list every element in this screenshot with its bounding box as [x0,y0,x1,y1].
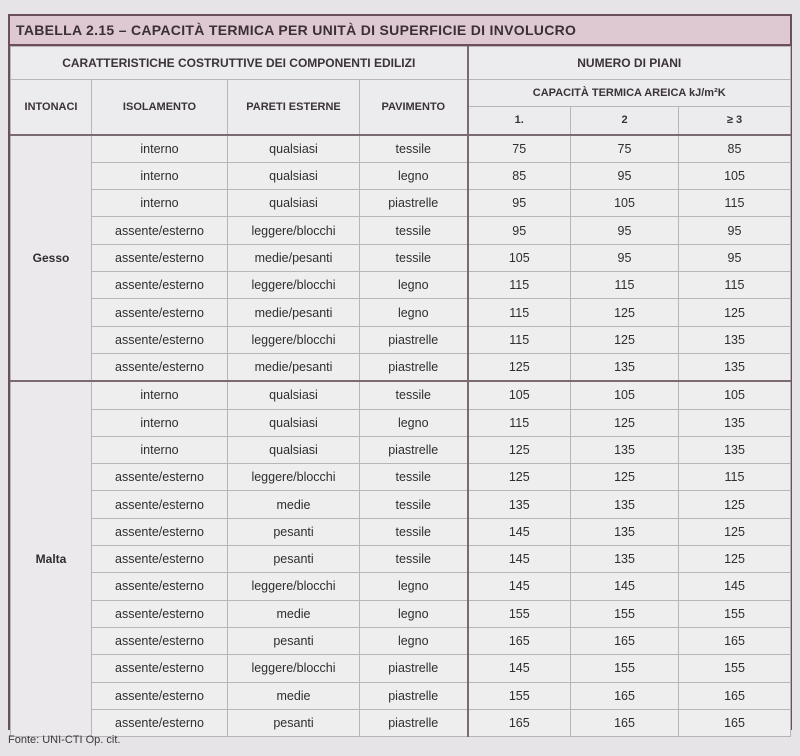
cell-isolamento: interno [92,409,228,436]
cell-isolamento: interno [92,135,228,163]
cell-isolamento: assente/esterno [92,272,228,299]
cell-pareti: qualsiasi [228,381,360,409]
cell-pareti: leggere/blocchi [228,464,360,491]
cell-floor-1: 125 [468,464,571,491]
cell-pavimento: tessile [360,381,468,409]
cell-floor-3: 155 [679,655,791,682]
cell-isolamento: assente/esterno [92,627,228,654]
cell-floor-3: 105 [679,381,791,409]
cell-floor-2: 125 [571,409,679,436]
cell-floor-1: 95 [468,217,571,244]
cell-pareti: qualsiasi [228,436,360,463]
cell-floor-3: 155 [679,600,791,627]
cell-pavimento: legno [360,299,468,326]
cell-floor-1: 115 [468,409,571,436]
cell-pavimento: legno [360,600,468,627]
cell-floor-2: 125 [571,326,679,353]
cell-pavimento: piastrelle [360,353,468,381]
cell-floor-3: 135 [679,353,791,381]
cell-floor-3: 125 [679,518,791,545]
table-row [11,326,791,353]
cell-floor-1: 135 [468,491,571,518]
cell-pareti: pesanti [228,627,360,654]
cell-pareti: medie/pesanti [228,299,360,326]
cell-floor-2: 95 [571,244,679,271]
cell-pareti: medie [228,600,360,627]
cell-floor-2: 155 [571,600,679,627]
cell-isolamento: interno [92,162,228,189]
cell-pareti: medie/pesanti [228,353,360,381]
table-row [11,491,791,518]
table-row [11,244,791,271]
cell-floor-2: 105 [571,190,679,217]
cell-floor-1: 145 [468,546,571,573]
table-row [11,436,791,463]
cell-isolamento: interno [92,381,228,409]
table-row [11,546,791,573]
cell-floor-2: 165 [571,682,679,709]
table-row [11,409,791,436]
cell-floor-3: 125 [679,299,791,326]
table-row [11,518,791,545]
cell-floor-2: 75 [571,135,679,163]
cell-pareti: leggere/blocchi [228,217,360,244]
cell-floor-2: 135 [571,491,679,518]
cell-pavimento: tessile [360,464,468,491]
cell-floor-3: 105 [679,162,791,189]
table-row [11,627,791,654]
cell-floor-1: 125 [468,353,571,381]
cell-pareti: leggere/blocchi [228,272,360,299]
cell-floor-1: 155 [468,682,571,709]
cell-isolamento: assente/esterno [92,600,228,627]
cell-floor-2: 135 [571,546,679,573]
cell-floor-1: 115 [468,272,571,299]
col-header-floor-1: 1. [468,107,571,135]
cell-pavimento: tessile [360,135,468,163]
table-title: TABELLA 2.15 – CAPACITÀ TERMICA PER UNITÀ DI SUPERFICIE DI INVOLUCRO [10,16,790,46]
table-row [11,655,791,682]
cell-floor-1: 75 [468,135,571,163]
cell-pareti: qualsiasi [228,190,360,217]
cell-pavimento: legno [360,627,468,654]
table-row [11,135,791,163]
cell-floor-1: 125 [468,436,571,463]
cell-floor-1: 165 [468,709,571,736]
col-header-pavimento: PAVIMENTO [360,80,468,135]
cell-floor-2: 165 [571,709,679,736]
cell-floor-2: 95 [571,217,679,244]
cell-floor-3: 165 [679,627,791,654]
cell-pavimento: legno [360,162,468,189]
cell-floor-1: 85 [468,162,571,189]
source-note: Fonte: UNI-CTI Op. cit. [8,734,121,746]
cell-floor-3: 165 [679,682,791,709]
cell-pareti: leggere/blocchi [228,655,360,682]
cell-isolamento: interno [92,190,228,217]
cell-floor-2: 145 [571,573,679,600]
table-body [11,135,791,737]
col-header-floor-3: ≥ 3 [679,107,791,135]
cell-floor-1: 145 [468,573,571,600]
cell-pavimento: piastrelle [360,190,468,217]
cell-floor-3: 135 [679,326,791,353]
header-group-left: CARATTERISTICHE COSTRUTTIVE DEI COMPONENTI EDILIZI [11,47,468,80]
cell-floor-2: 135 [571,353,679,381]
cell-floor-3: 135 [679,409,791,436]
col-header-isolamento: ISOLAMENTO [92,80,228,135]
cell-floor-2: 125 [571,464,679,491]
cell-pavimento: legno [360,272,468,299]
cell-pareti: qualsiasi [228,409,360,436]
cell-pavimento: piastrelle [360,326,468,353]
cell-pareti: medie [228,682,360,709]
cell-isolamento: assente/esterno [92,546,228,573]
table-row [11,353,791,381]
cell-pareti: qualsiasi [228,135,360,163]
col-header-pareti: PARETI ESTERNE [228,80,360,135]
cell-floor-3: 85 [679,135,791,163]
cell-pavimento: tessile [360,244,468,271]
cell-floor-1: 105 [468,244,571,271]
cell-isolamento: assente/esterno [92,709,228,736]
cell-floor-2: 135 [571,436,679,463]
cell-pavimento: piastrelle [360,436,468,463]
group-label: Gesso [11,135,92,382]
table-row [11,682,791,709]
cell-isolamento: assente/esterno [92,464,228,491]
cell-pavimento: tessile [360,491,468,518]
cell-floor-1: 105 [468,381,571,409]
cell-floor-1: 145 [468,518,571,545]
cell-floor-2: 105 [571,381,679,409]
cell-floor-3: 135 [679,436,791,463]
cell-isolamento: assente/esterno [92,655,228,682]
cell-pavimento: piastrelle [360,682,468,709]
header-group-right: NUMERO DI PIANI [468,47,791,80]
cell-pareti: medie [228,491,360,518]
cell-floor-2: 125 [571,299,679,326]
cell-isolamento: assente/esterno [92,299,228,326]
table-row [11,217,791,244]
table-row [11,299,791,326]
cell-floor-3: 145 [679,573,791,600]
cell-floor-3: 95 [679,244,791,271]
table-row [11,464,791,491]
cell-floor-1: 115 [468,326,571,353]
cell-isolamento: assente/esterno [92,491,228,518]
cell-isolamento: assente/esterno [92,682,228,709]
table-row [11,272,791,299]
cell-pareti: leggere/blocchi [228,573,360,600]
cell-floor-3: 125 [679,546,791,573]
table-row [11,573,791,600]
cell-isolamento: assente/esterno [92,326,228,353]
cell-pavimento: piastrelle [360,709,468,736]
cell-pareti: pesanti [228,546,360,573]
cell-isolamento: assente/esterno [92,217,228,244]
cell-pareti: pesanti [228,709,360,736]
cell-pavimento: legno [360,573,468,600]
table-row [11,709,791,736]
cell-floor-1: 95 [468,190,571,217]
cell-isolamento: assente/esterno [92,518,228,545]
table-row [11,162,791,189]
cell-floor-1: 115 [468,299,571,326]
table-row [11,190,791,217]
cell-floor-3: 125 [679,491,791,518]
cell-floor-1: 145 [468,655,571,682]
cell-isolamento: assente/esterno [92,573,228,600]
cell-pareti: leggere/blocchi [228,326,360,353]
cell-floor-3: 165 [679,709,791,736]
cell-floor-2: 155 [571,655,679,682]
cell-pareti: medie/pesanti [228,244,360,271]
cell-isolamento: assente/esterno [92,244,228,271]
cell-pavimento: tessile [360,518,468,545]
col-header-floor-2: 2 [571,107,679,135]
cell-floor-1: 165 [468,627,571,654]
cell-floor-3: 115 [679,272,791,299]
cell-pavimento: tessile [360,546,468,573]
cell-floor-3: 115 [679,464,791,491]
cell-floor-2: 135 [571,518,679,545]
cell-floor-2: 115 [571,272,679,299]
table-row [11,381,791,409]
cell-pareti: pesanti [228,518,360,545]
cell-floor-2: 95 [571,162,679,189]
cell-pareti: qualsiasi [228,162,360,189]
table-frame [8,14,792,730]
header-sub-right: CAPACITÀ TERMICA AREICA kJ/m²K [468,80,791,107]
table-row [11,600,791,627]
cell-pavimento: piastrelle [360,655,468,682]
cell-pavimento: tessile [360,217,468,244]
cell-floor-2: 165 [571,627,679,654]
cell-isolamento: assente/esterno [92,353,228,381]
group-label: Malta [11,381,92,736]
col-header-intonaci: INTONACI [11,80,92,135]
data-table [10,46,791,737]
cell-floor-1: 155 [468,600,571,627]
cell-floor-3: 115 [679,190,791,217]
cell-isolamento: interno [92,436,228,463]
cell-floor-3: 95 [679,217,791,244]
cell-pavimento: legno [360,409,468,436]
